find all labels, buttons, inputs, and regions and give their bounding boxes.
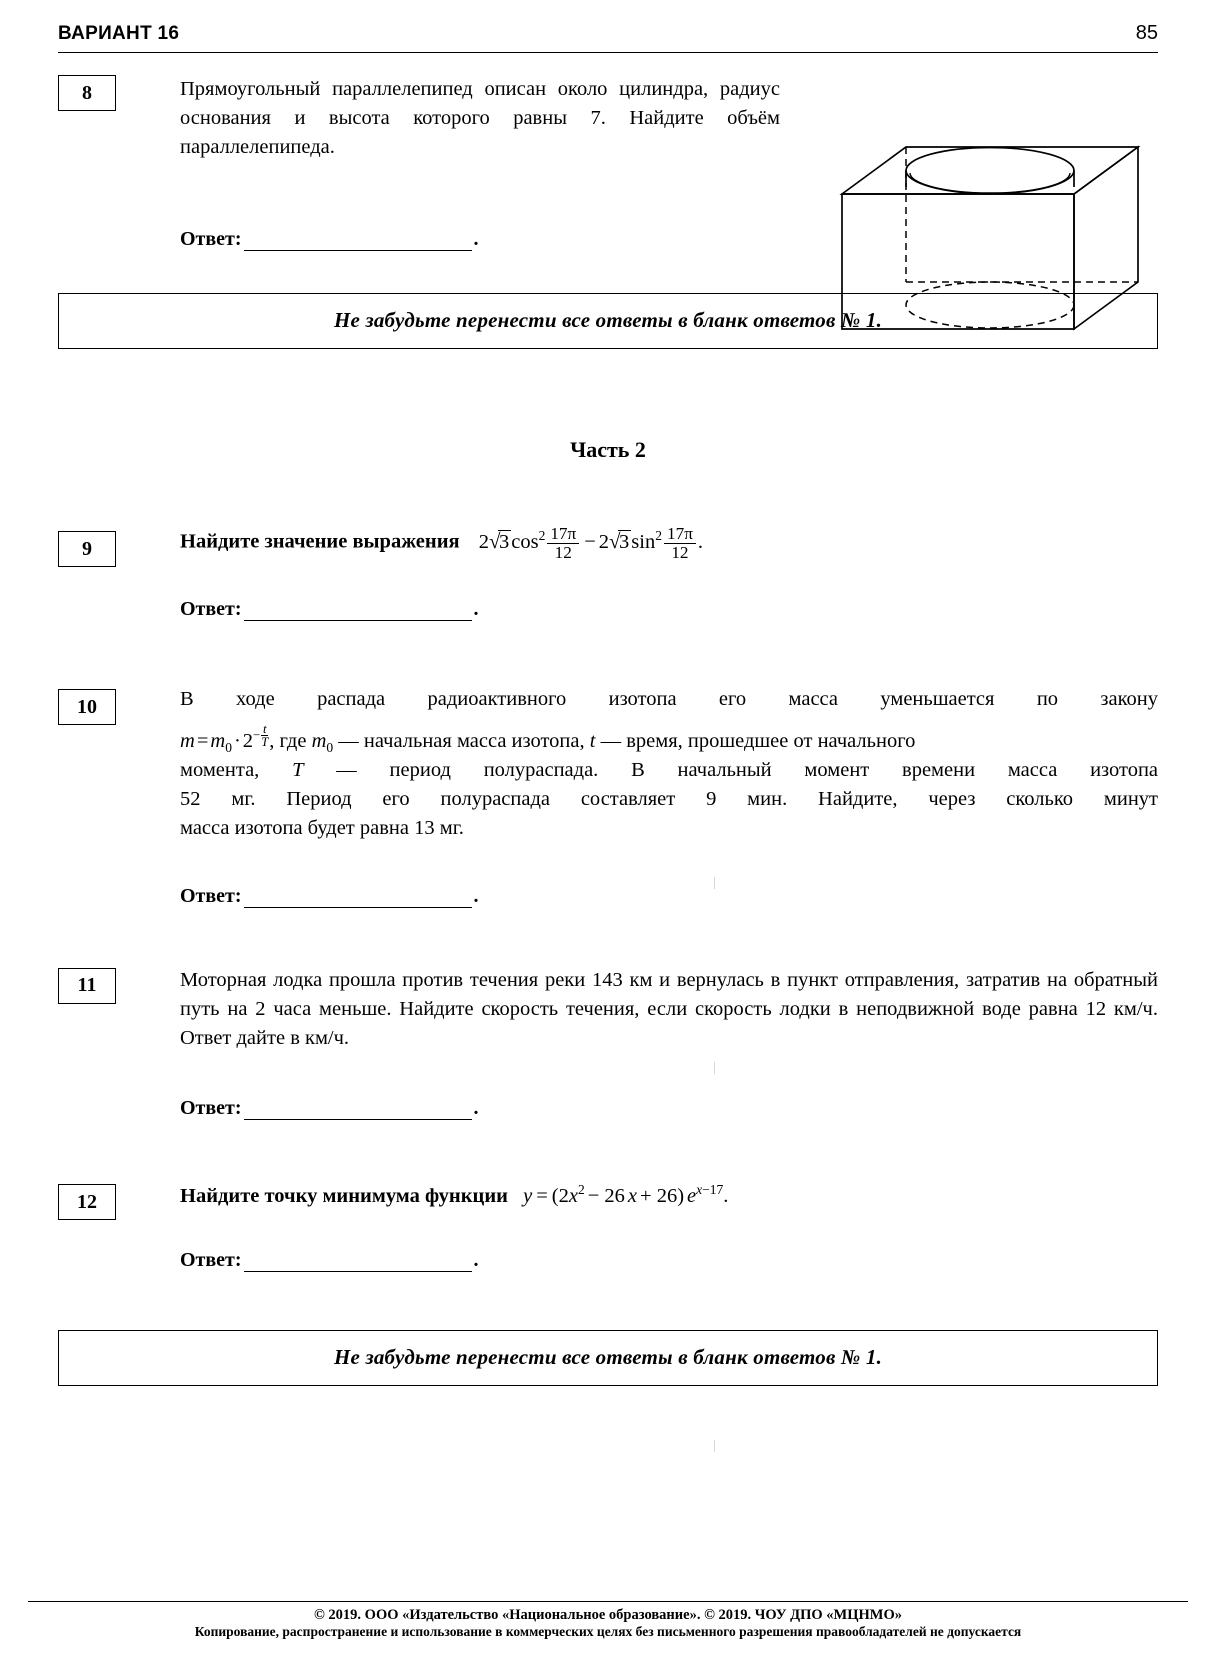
task-9-root-2: 3 xyxy=(619,530,630,553)
task-11-answer-blank[interactable] xyxy=(244,1102,472,1120)
formula-base-2: 2 xyxy=(242,729,254,752)
task-11-number: 11 xyxy=(58,968,116,1004)
task-12-exponent xyxy=(696,1182,723,1197)
task-11-text: Моторная лодка прошла против течения реки 143 км и вернулась в пункт отправления, затратив на обратный путь на 2 часа меньше. Найдите скорость течения, если скорость лодки в неподвижной воде равна 12 км/ч. Ответ дайте в км/ч. xyxy=(180,968,1158,1050)
task-12-mid: − 26 xyxy=(587,1185,625,1208)
page-header xyxy=(30,0,1186,49)
task-9-answer-dot: . xyxy=(473,598,479,621)
task-10-line3-a: момента, xyxy=(180,758,260,781)
task-8-answer-blank[interactable] xyxy=(244,233,472,251)
task-12-eq: = xyxy=(536,1185,548,1208)
task-12-formula xyxy=(523,1182,729,1208)
task-10-number: 10 xyxy=(58,689,116,725)
task-10-line2-m0: m xyxy=(311,729,327,752)
task-9-frac2-den: 12 xyxy=(664,543,696,562)
footer-divider xyxy=(28,1601,1188,1602)
task-9-period: . xyxy=(697,530,703,553)
task-12-answer-blank[interactable] xyxy=(244,1254,472,1272)
page-number: 85 xyxy=(1135,22,1158,44)
task-9-frac-1 xyxy=(547,525,579,562)
task-10-answer-blank[interactable] xyxy=(244,890,472,908)
task-10-line-4: 52 мг. Период его полураспада составляет 9 мин. Найдите, через сколько минут xyxy=(180,787,1158,810)
formula-expo-den: T xyxy=(261,735,269,750)
formula-exponent xyxy=(253,723,269,749)
task-12-statement xyxy=(180,1182,1158,1211)
task-12-period: . xyxy=(723,1185,729,1208)
task-11 xyxy=(58,966,1186,1120)
task-9-root: 3 xyxy=(498,530,510,553)
task-9-frac1-num: 17π xyxy=(550,524,577,544)
task-10-line3-T: T xyxy=(292,758,304,781)
task-9-sin-power: 2 xyxy=(655,527,662,543)
formula-expo-frac xyxy=(261,723,268,749)
task-10-line-5: масса изотопа будет равна 13 мг. xyxy=(180,816,464,839)
task-8-text: Прямоугольный параллелепипед описан около цилиндра, радиус основания и высота которого равны 7. Найдите объём параллелепипеда. xyxy=(180,78,780,159)
task-10-answer xyxy=(180,885,1158,908)
print-tick-2 xyxy=(714,1062,715,1074)
task-9-answer-label: Ответ: xyxy=(180,598,242,621)
formula-m0-sub: 0 xyxy=(225,739,232,755)
task-12 xyxy=(58,1182,1186,1272)
formula-m0: m xyxy=(210,729,226,752)
task-9-frac-2 xyxy=(664,525,696,562)
task-11-answer-dot: . xyxy=(473,1097,479,1120)
task-12-answer xyxy=(180,1249,1158,1272)
footer-copyright: © 2019. ООО «Издательство «Национальное образование». © 2019. ЧОУ ДПО «МЦНМО» xyxy=(313,1607,903,1623)
task-10-line2-m0-sub: 0 xyxy=(326,739,334,755)
task-10-line2-a: , где xyxy=(269,729,307,752)
print-tick-1 xyxy=(714,877,715,889)
task-12-square: 2 xyxy=(577,1182,585,1198)
task-10-statement xyxy=(180,685,1158,843)
page-footer xyxy=(28,1601,1188,1640)
task-9-minus: − xyxy=(584,530,596,553)
task-9-formula xyxy=(478,524,703,563)
task-9-answer-blank[interactable] xyxy=(244,603,472,621)
formula-expo-num: t xyxy=(262,721,267,736)
task-10-line-2 xyxy=(180,723,1158,756)
task-9 xyxy=(58,525,1186,621)
formula-dot: · xyxy=(233,729,241,752)
task-9-frac2-num: 17π xyxy=(666,524,693,544)
reminder-box-top: Не забудьте перенести все ответы в бланк ответов № 1. xyxy=(58,293,1158,349)
task-12-open: (2 xyxy=(551,1185,569,1208)
header-divider xyxy=(58,52,1158,53)
task-12-y: y xyxy=(523,1185,533,1208)
task-9-coef-2: 2 xyxy=(598,530,610,553)
task-9-answer xyxy=(180,598,1158,621)
task-11-answer-label: Ответ: xyxy=(180,1097,242,1120)
task-9-statement xyxy=(180,525,1158,562)
footer-notice: Копирование, распространение и использование в коммерческих целях без письменного разрешения правообладателей не допускается xyxy=(194,1624,1022,1639)
task-12-lead: Найдите точку минимума функции xyxy=(180,1185,508,1208)
task-9-frac1-den: 12 xyxy=(547,543,579,562)
task-9-lead: Найдите значение выражения xyxy=(180,530,460,553)
task-9-cos: cos xyxy=(511,530,539,553)
task-12-exp-x: x xyxy=(696,1182,703,1198)
task-8-answer-dot: . xyxy=(473,228,479,251)
task-10 xyxy=(58,685,1186,908)
task-8-number: 8 xyxy=(58,75,116,111)
variant-label: ВАРИАНТ 16 xyxy=(58,23,180,44)
parallelepiped-cylinder-figure xyxy=(834,139,1154,349)
task-12-answer-label: Ответ: xyxy=(180,1249,242,1272)
task-8 xyxy=(58,75,1186,251)
task-10-answer-label: Ответ: xyxy=(180,884,242,907)
formula-expo-minus: − xyxy=(253,727,261,742)
task-9-cos-power: 2 xyxy=(538,527,546,543)
task-10-line2-t: t xyxy=(589,729,596,752)
task-12-x2: x xyxy=(627,1185,638,1208)
task-9-coef: 2 xyxy=(478,530,489,553)
task-12-answer-dot: . xyxy=(473,1249,479,1272)
task-10-line-1: В ходе распада радиоактивного изотопа его масса уменьшается по закону xyxy=(180,688,1158,711)
task-12-x1: x xyxy=(568,1185,578,1208)
task-12-number: 12 xyxy=(58,1184,116,1220)
task-11-answer xyxy=(180,1097,1158,1120)
task-12-plus: + 26) xyxy=(640,1185,685,1208)
task-10-formula xyxy=(180,721,269,755)
formula-eq: = xyxy=(196,729,209,752)
task-8-answer-label: Ответ: xyxy=(180,228,242,251)
sqrt-icon xyxy=(489,528,511,557)
task-12-e: e xyxy=(687,1185,697,1208)
formula-m: m xyxy=(180,729,195,752)
task-12-exp-minus: −17 xyxy=(702,1182,724,1198)
reminder-box-bottom: Не забудьте перенести все ответы в бланк ответов № 1. xyxy=(58,1330,1158,1386)
task-9-sin: sin xyxy=(631,530,656,553)
task-10-line-3 xyxy=(180,756,1158,785)
task-10-line2-c: — время, прошедшее от начального xyxy=(600,729,916,752)
task-9-number: 9 xyxy=(58,531,116,567)
print-tick-3 xyxy=(714,1440,715,1452)
task-10-line3-b: — период полураспада. В начальный момент времени масса изотопа xyxy=(336,758,1159,781)
task-10-line2-b: — начальная масса изотопа, xyxy=(338,729,585,752)
task-10-answer-dot: . xyxy=(473,884,479,907)
part-2-title: Часть 2 xyxy=(570,437,646,463)
sqrt-icon-2 xyxy=(609,528,631,557)
